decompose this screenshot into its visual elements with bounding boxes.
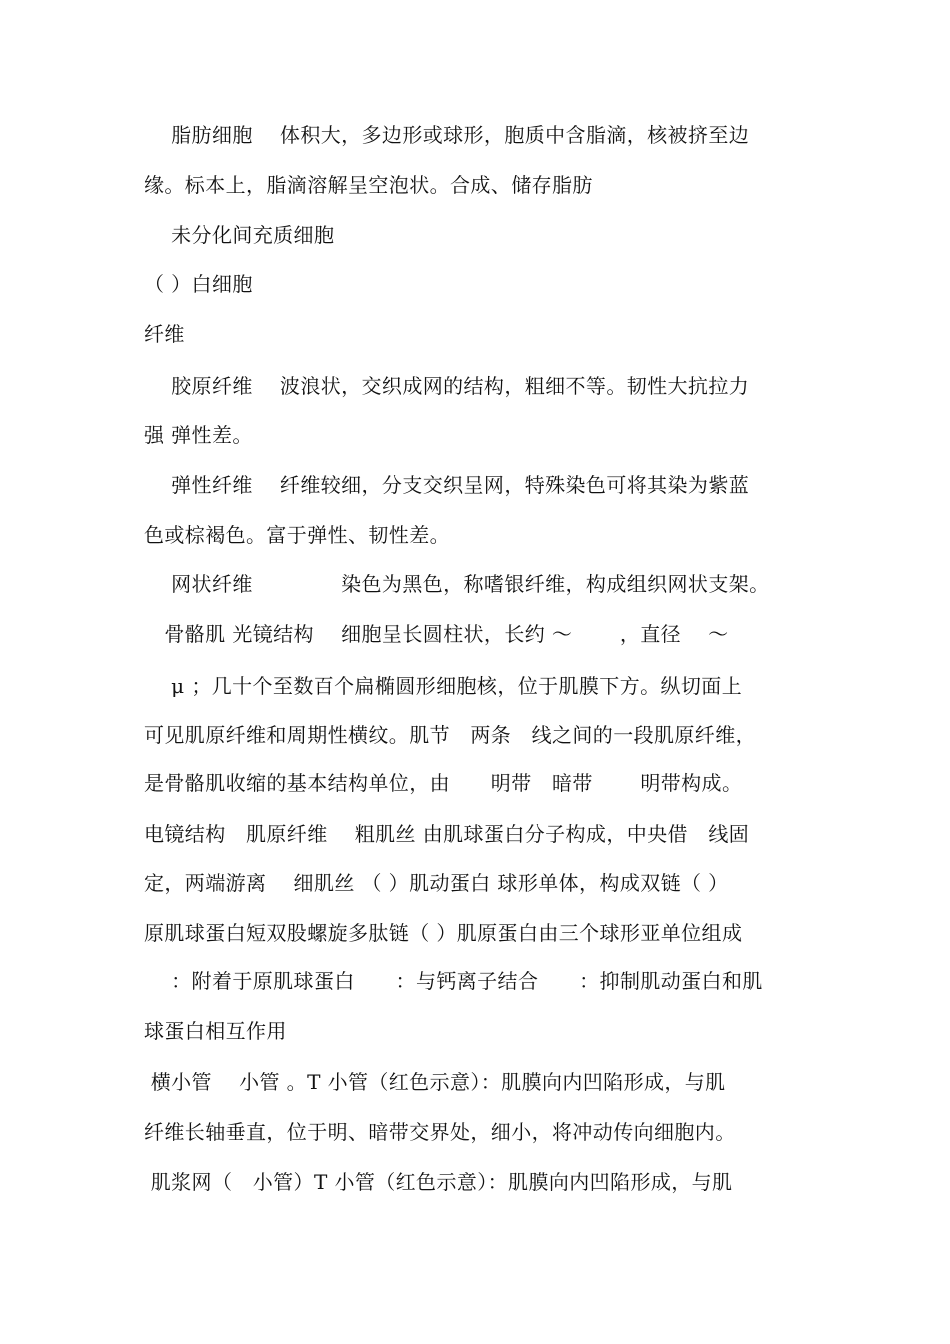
text-line: 球蛋白相互作用 xyxy=(144,1019,287,1043)
text-line: 肌浆网（ 小管）T 小管（红色示意）：肌膜向内凹陷形成，与肌 xyxy=(144,1170,733,1194)
text-line: 脂肪细胞 体积大，多边形或球形，胞质中含脂滴，核被挤至边 xyxy=(144,123,750,147)
text-line: 定，两端游离 细肌丝 （ ）肌动蛋白 球形单体，构成双链（ ） xyxy=(144,871,729,895)
text-line: 原肌球蛋白短双股螺旋多肽链（ ）肌原蛋白由三个球形亚单位组成 xyxy=(144,921,743,945)
text-line: ：附着于原肌球蛋白 ：与钙离子结合 ：抑制肌动蛋白和肌 xyxy=(144,969,763,993)
section-heading: 纤维 xyxy=(144,322,185,346)
text-line: 弹性纤维 纤维较细，分支交织呈网，特殊染色可将其染为紫蓝 xyxy=(144,473,750,497)
text-line: 色或棕褐色。富于弹性、韧性差。 xyxy=(144,523,450,547)
text-line: 缘。标本上，脂滴溶解呈空泡状。合成、储存脂肪 xyxy=(144,173,593,197)
text-line: 是骨骼肌收缩的基本结构单位，由 明带 暗带 明带构成。 xyxy=(144,771,743,795)
text-line: μ ；几十个至数百个扁椭圆形细胞核，位于肌膜下方。纵切面上 xyxy=(144,674,743,698)
text-line: 横小管 小管 。T 小管（红色示意）：肌膜向内凹陷形成，与肌 xyxy=(144,1070,726,1094)
text-line: 强 弹性差。 xyxy=(144,423,253,447)
text-line: 胶原纤维 波浪状，交织成网的结构，粗细不等。韧性大抗拉力 xyxy=(144,374,750,398)
text-line: （ ）白细胞 xyxy=(144,272,253,296)
text-line: 骨骼肌 光镜结构 细胞呈长圆柱状，长约 ～ ，直径 ～ xyxy=(144,622,729,646)
text-line: 纤维长轴垂直，位于明、暗带交界处，细小，将冲动传向细胞内。 xyxy=(144,1120,736,1144)
text-line: 网状纤维 染色为黑色，称嗜银纤维，构成组织网状支架。 xyxy=(144,572,770,596)
text-line: 未分化间充质细胞 xyxy=(144,223,335,247)
text-line: 可见肌原纤维和周期性横纹。肌节 两条 线之间的一段肌原纤维， xyxy=(144,723,756,747)
text-line: 电镜结构 肌原纤维 粗肌丝 由肌球蛋白分子构成，中央借 线固 xyxy=(144,822,750,846)
